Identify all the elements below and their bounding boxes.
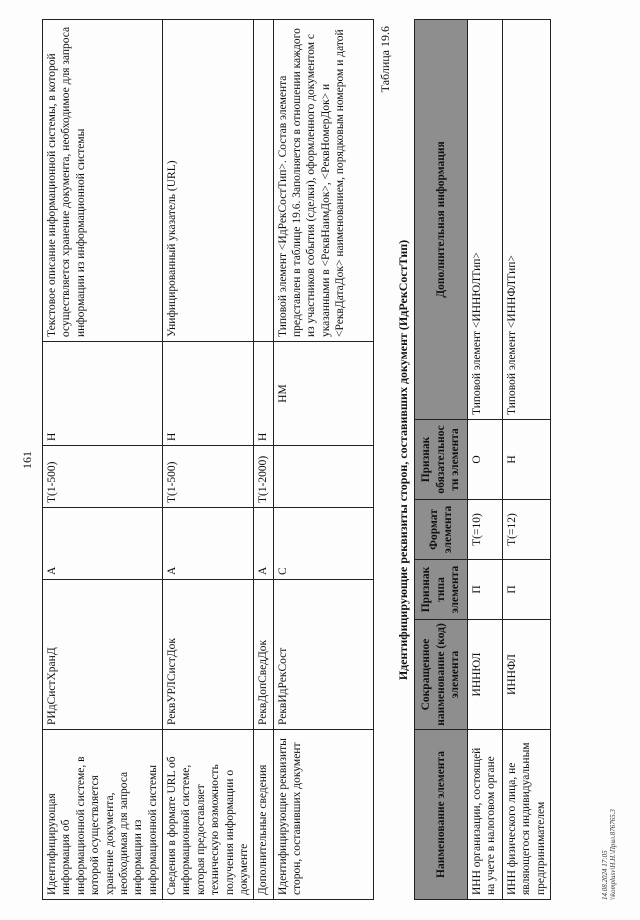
header-required: Признак обязательности элемента	[415, 420, 468, 500]
header-name: Наименование элемента	[415, 730, 468, 900]
cell-name: ИНН физического лица, не являющегося индивидуальным предпринимателем	[503, 730, 551, 900]
table-title: Идентифицирующие реквизиты сторон, составивших документ (ИдРекСостТип)	[396, 239, 410, 681]
cell-required: О	[468, 420, 503, 500]
rotated-content	[20, 20, 620, 900]
cell-format: T(1-500)	[43, 446, 163, 508]
cell-info: Типовой элемент <ИдРекСостТип>. Состав элемента представлен в таблице 19.6. Заполняется в отношении каждого из участников события (сделки), оформленного документом с указанными в <РеквНаимДок>, <РеквНомерДок> и <РеквДатаДок> наименованием, порядковым номером и датой	[273, 20, 373, 342]
page-number: 161	[20, 451, 34, 469]
cell-required: Н	[163, 342, 254, 446]
cell-code: РеквУРЛСистДок	[163, 580, 254, 730]
table-row	[503, 20, 551, 900]
cell-format	[273, 446, 373, 508]
cell-type: С	[273, 508, 373, 580]
cell-required: Н	[503, 420, 551, 500]
footer-timestamp: 14.08.2024 17:05	[601, 850, 609, 900]
cell-type: А	[163, 508, 254, 580]
cell-format: T(1-500)	[163, 446, 254, 508]
cell-required: НМ	[273, 342, 373, 446]
header-format: Формат элемента	[415, 500, 468, 560]
table-row	[273, 20, 373, 900]
cell-format: T(=10)	[468, 500, 503, 560]
header-code: Сокращенное наименование (код) элемента	[415, 620, 468, 730]
print-footer	[602, 809, 617, 900]
table-continuation	[42, 19, 374, 900]
cell-info: Типовой элемент <ИННФЛТип>	[503, 20, 551, 420]
table-row	[43, 20, 163, 900]
cell-type: П	[503, 560, 551, 620]
table-row	[254, 20, 273, 900]
table-header-row	[415, 20, 468, 900]
table-row	[468, 20, 503, 900]
cell-info: Унифицированный указатель (URL)	[163, 20, 254, 342]
cell-info: Текстовое описание информационной системы, в которой осуществляется хранение документа, необходимое для запроса информации из информационной системы	[43, 20, 163, 342]
cell-name: ИНН организации, состоящей на учете в налоговом органе	[468, 730, 503, 900]
cell-name: Сведения в формате URL об информационной системе, которая предоставляет техническую возможность получения информации о документе	[163, 730, 254, 900]
cell-type: А	[43, 508, 163, 580]
cell-format: T(=12)	[503, 500, 551, 560]
cell-required: Н	[43, 342, 163, 446]
table-row	[163, 20, 254, 900]
cell-info	[254, 20, 273, 342]
footer-path: \\komplusv\Н.Н.\Прил.876765.3	[608, 809, 617, 900]
header-type: Признак типа элемента	[415, 560, 468, 620]
cell-format: T(1-2000)	[254, 446, 273, 508]
cell-type: А	[254, 508, 273, 580]
cell-info: Типовой элемент <ИННЮЛТип>	[468, 20, 503, 420]
cell-name: Дополнительные сведения	[254, 730, 273, 900]
cell-name: Идентифицирующая информация об информационной системе, в которой осуществляется хранение документа, необходимая для запроса информации из информационной системы	[43, 730, 163, 900]
cell-code: ИННФЛ	[503, 620, 551, 730]
table-19-6	[414, 19, 551, 900]
header-info: Дополнительная информация	[415, 20, 468, 420]
cell-code: РИдСистХранД	[43, 580, 163, 730]
cell-required: Н	[254, 342, 273, 446]
cell-code: ИННЮЛ	[468, 620, 503, 730]
cell-code: РеквДопСведДок	[254, 580, 273, 730]
table-label: Таблица 19.6	[378, 26, 392, 93]
cell-type: П	[468, 560, 503, 620]
cell-name: Идентифицирующие реквизиты сторон, составивших документ	[273, 730, 373, 900]
cell-code: РеквИдРекСост	[273, 580, 373, 730]
